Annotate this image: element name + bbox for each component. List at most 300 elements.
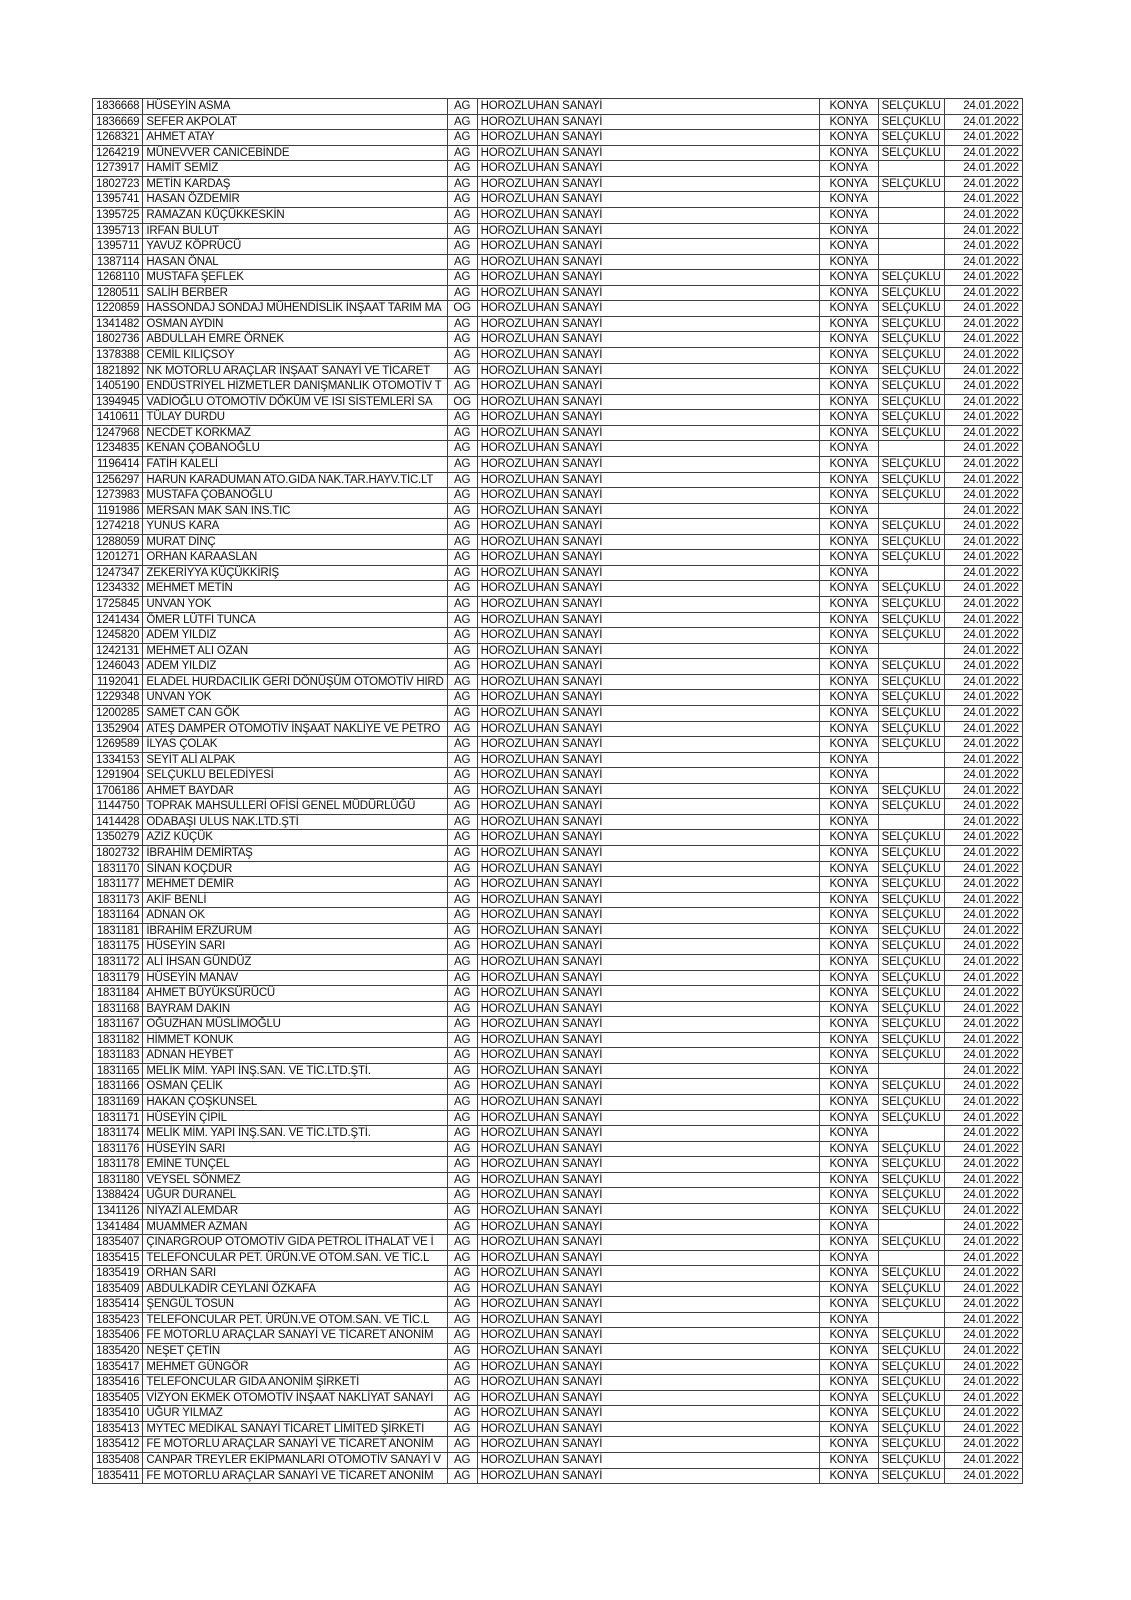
cell-zone: HOROZLUHAN SANAYİ [477, 99, 819, 115]
table-row [93, 1172, 1023, 1188]
cell-zone: HOROZLUHAN SANAYİ [477, 1390, 819, 1406]
cell-zone: HOROZLUHAN SANAYİ [477, 659, 819, 675]
cell-date: 24.01.2022 [944, 1063, 1022, 1079]
cell-district: SELÇUKLU [878, 379, 944, 395]
cell-city: KONYA [819, 301, 878, 317]
cell-zone: HOROZLUHAN SANAYİ [477, 1437, 819, 1453]
cell-id: 1341482 [93, 316, 143, 332]
cell-id: 1835420 [93, 1344, 143, 1360]
cell-city: KONYA [819, 752, 878, 768]
cell-name: FE MOTORLU ARAÇLAR SANAYİ VE TİCARET ANONİM [143, 1468, 447, 1484]
cell-id: 1836669 [93, 114, 143, 130]
cell-network_type: AG [447, 519, 477, 535]
cell-id: 1831170 [93, 861, 143, 877]
cell-network_type: AG [447, 130, 477, 146]
cell-name: NK MOTORLU ARAÇLAR İNŞAAT SANAYİ VE TİCARET [143, 363, 447, 379]
cell-id: 1831169 [93, 1095, 143, 1111]
cell-network_type: AG [447, 425, 477, 441]
cell-zone: HOROZLUHAN SANAYİ [477, 1266, 819, 1282]
cell-district: SELÇUKLU [878, 1359, 944, 1375]
cell-network_type: AG [447, 705, 477, 721]
cell-zone: HOROZLUHAN SANAYİ [477, 1250, 819, 1266]
cell-id: 1245820 [93, 628, 143, 644]
cell-date: 24.01.2022 [944, 908, 1022, 924]
cell-district: SELÇUKLU [878, 923, 944, 939]
table-row [93, 192, 1023, 208]
cell-date: 24.01.2022 [944, 799, 1022, 815]
cell-city: KONYA [819, 986, 878, 1002]
cell-city: KONYA [819, 783, 878, 799]
cell-id: 1234332 [93, 581, 143, 597]
table-row [93, 612, 1023, 628]
cell-id: 1802736 [93, 332, 143, 348]
cell-district: SELÇUKLU [878, 737, 944, 753]
cell-district: SELÇUKLU [878, 301, 944, 317]
table-row [93, 1250, 1023, 1266]
cell-city: KONYA [819, 285, 878, 301]
cell-zone: HOROZLUHAN SANAYİ [477, 565, 819, 581]
cell-district: SELÇUKLU [878, 1188, 944, 1204]
table-row [93, 1281, 1023, 1297]
cell-date: 24.01.2022 [944, 441, 1022, 457]
cell-district: SELÇUKLU [878, 1017, 944, 1033]
cell-name: OĞUZHAN MÜSLİMOĞLU [143, 1017, 447, 1033]
cell-id: 1247968 [93, 425, 143, 441]
cell-date: 24.01.2022 [944, 1375, 1022, 1391]
table-row [93, 130, 1023, 146]
cell-id: 1247347 [93, 565, 143, 581]
cell-id: 1831165 [93, 1063, 143, 1079]
table-row [93, 301, 1023, 317]
table-row [93, 1048, 1023, 1064]
cell-zone: HOROZLUHAN SANAYİ [477, 1079, 819, 1095]
cell-date: 24.01.2022 [944, 954, 1022, 970]
cell-network_type: AG [447, 1141, 477, 1157]
cell-zone: HOROZLUHAN SANAYİ [477, 892, 819, 908]
table-row [93, 565, 1023, 581]
cell-zone: HOROZLUHAN SANAYİ [477, 550, 819, 566]
cell-district: SELÇUKLU [878, 908, 944, 924]
cell-date: 24.01.2022 [944, 674, 1022, 690]
cell-district: SELÇUKLU [878, 534, 944, 550]
cell-network_type: AG [447, 690, 477, 706]
cell-network_type: OG [447, 301, 477, 317]
cell-city: KONYA [819, 1141, 878, 1157]
cell-name: HİMMET KONUK [143, 1032, 447, 1048]
cell-date: 24.01.2022 [944, 285, 1022, 301]
cell-name: UNVAN YOK [143, 690, 447, 706]
cell-date: 24.01.2022 [944, 488, 1022, 504]
cell-name: ATEŞ DAMPER OTOMOTİV İNŞAAT NAKLİYE VE PETRO [143, 721, 447, 737]
cell-id: 1831184 [93, 986, 143, 1002]
cell-zone: HOROZLUHAN SANAYİ [477, 939, 819, 955]
cell-city: KONYA [819, 1452, 878, 1468]
cell-name: VEYSEL SÖNMEZ [143, 1172, 447, 1188]
cell-zone: HOROZLUHAN SANAYİ [477, 1126, 819, 1142]
table-row [93, 379, 1023, 395]
cell-id: 1831164 [93, 908, 143, 924]
table-row [93, 114, 1023, 130]
cell-date: 24.01.2022 [944, 550, 1022, 566]
table-row [93, 207, 1023, 223]
cell-network_type: AG [447, 192, 477, 208]
cell-network_type: AG [447, 1095, 477, 1111]
cell-name: BAYRAM DAKIN [143, 1001, 447, 1017]
table-row [93, 1406, 1023, 1422]
cell-city: KONYA [819, 1110, 878, 1126]
cell-city: KONYA [819, 270, 878, 286]
cell-date: 24.01.2022 [944, 1017, 1022, 1033]
table-row [93, 99, 1023, 115]
cell-name: ZEKERİYYA KÜÇÜKKİRİŞ [143, 565, 447, 581]
cell-id: 1341484 [93, 1219, 143, 1235]
cell-zone: HOROZLUHAN SANAYİ [477, 285, 819, 301]
cell-zone: HOROZLUHAN SANAYİ [477, 114, 819, 130]
cell-network_type: AG [447, 908, 477, 924]
cell-zone: HOROZLUHAN SANAYİ [477, 1219, 819, 1235]
table-row [93, 550, 1023, 566]
cell-zone: HOROZLUHAN SANAYİ [477, 192, 819, 208]
cell-zone: HOROZLUHAN SANAYİ [477, 799, 819, 815]
cell-name: FE MOTORLU ARAÇLAR SANAYİ VE TİCARET ANONİM [143, 1437, 447, 1453]
cell-id: 1395713 [93, 223, 143, 239]
cell-name: AKİF BENLİ [143, 892, 447, 908]
cell-city: KONYA [819, 877, 878, 893]
table-row [93, 1452, 1023, 1468]
cell-date: 24.01.2022 [944, 207, 1022, 223]
cell-zone: HOROZLUHAN SANAYİ [477, 1421, 819, 1437]
cell-date: 24.01.2022 [944, 99, 1022, 115]
cell-name: EMİNE TUNÇEL [143, 1157, 447, 1173]
cell-city: KONYA [819, 1157, 878, 1173]
cell-city: KONYA [819, 1063, 878, 1079]
cell-date: 24.01.2022 [944, 939, 1022, 955]
cell-name: ŞENGÜL TOSUN [143, 1297, 447, 1313]
cell-id: 1835413 [93, 1421, 143, 1437]
cell-district [878, 192, 944, 208]
cell-date: 24.01.2022 [944, 1235, 1022, 1251]
cell-district: SELÇUKLU [878, 986, 944, 1002]
cell-city: KONYA [819, 472, 878, 488]
cell-name: HÜSEYİN MANAV [143, 970, 447, 986]
cell-name: UĞUR DURANEL [143, 1188, 447, 1204]
cell-city: KONYA [819, 705, 878, 721]
cell-city: KONYA [819, 1437, 878, 1453]
cell-zone: HOROZLUHAN SANAYİ [477, 1281, 819, 1297]
cell-district: SELÇUKLU [878, 830, 944, 846]
cell-date: 24.01.2022 [944, 472, 1022, 488]
cell-id: 1387114 [93, 254, 143, 270]
cell-date: 24.01.2022 [944, 1359, 1022, 1375]
cell-id: 1831178 [93, 1157, 143, 1173]
cell-name: AHMET ATAY [143, 130, 447, 146]
cell-zone: HOROZLUHAN SANAYİ [477, 534, 819, 550]
cell-city: KONYA [819, 597, 878, 613]
cell-district: SELÇUKLU [878, 410, 944, 426]
cell-id: 1831181 [93, 923, 143, 939]
cell-network_type: AG [447, 565, 477, 581]
cell-name: ABDULLAH EMRE ÖRNEK [143, 332, 447, 348]
table-row [93, 363, 1023, 379]
cell-id: 1394945 [93, 394, 143, 410]
cell-zone: HOROZLUHAN SANAYİ [477, 425, 819, 441]
cell-zone: HOROZLUHAN SANAYİ [477, 628, 819, 644]
cell-date: 24.01.2022 [944, 1126, 1022, 1142]
cell-city: KONYA [819, 612, 878, 628]
cell-zone: HOROZLUHAN SANAYİ [477, 986, 819, 1002]
cell-zone: HOROZLUHAN SANAYİ [477, 1095, 819, 1111]
cell-date: 24.01.2022 [944, 861, 1022, 877]
cell-district: SELÇUKLU [878, 456, 944, 472]
cell-date: 24.01.2022 [944, 1110, 1022, 1126]
cell-network_type: AG [447, 1266, 477, 1282]
cell-district: SELÇUKLU [878, 1390, 944, 1406]
cell-date: 24.01.2022 [944, 892, 1022, 908]
table-row [93, 145, 1023, 161]
cell-district: SELÇUKLU [878, 1110, 944, 1126]
cell-district [878, 1126, 944, 1142]
cell-city: KONYA [819, 1468, 878, 1484]
cell-zone: HOROZLUHAN SANAYİ [477, 1344, 819, 1360]
table-row [93, 1297, 1023, 1313]
cell-id: 1831171 [93, 1110, 143, 1126]
cell-name: NİYAZİ ALEMDAR [143, 1203, 447, 1219]
cell-date: 24.01.2022 [944, 1406, 1022, 1422]
cell-district: SELÇUKLU [878, 892, 944, 908]
cell-district: SELÇUKLU [878, 488, 944, 504]
cell-network_type: AG [447, 783, 477, 799]
cell-id: 1835409 [93, 1281, 143, 1297]
cell-city: KONYA [819, 1250, 878, 1266]
cell-network_type: AG [447, 1032, 477, 1048]
cell-name: ALİ İHSAN GÜNDÜZ [143, 954, 447, 970]
cell-name: UĞUR YILMAZ [143, 1406, 447, 1422]
cell-name: VADİOĞLU OTOMOTİV DÖKÜM VE ISI SİSTEMLERİ SA [143, 394, 447, 410]
cell-zone: HOROZLUHAN SANAYİ [477, 1203, 819, 1219]
cell-name: IRFAN BULUT [143, 223, 447, 239]
cell-id: 1835405 [93, 1390, 143, 1406]
cell-network_type: AG [447, 752, 477, 768]
cell-zone: HOROZLUHAN SANAYİ [477, 1188, 819, 1204]
table-row [93, 705, 1023, 721]
cell-city: KONYA [819, 1375, 878, 1391]
table-row [93, 986, 1023, 1002]
document-page [92, 98, 1023, 1484]
table-row [93, 1375, 1023, 1391]
table-row [93, 1344, 1023, 1360]
cell-name: TELEFONCULAR GIDA ANONİM ŞİRKETİ [143, 1375, 447, 1391]
cell-name: YAVUZ KÖPRÜCÜ [143, 239, 447, 255]
table-row [93, 892, 1023, 908]
cell-name: AHMET BAYDAR [143, 783, 447, 799]
cell-zone: HOROZLUHAN SANAYİ [477, 861, 819, 877]
table-row [93, 581, 1023, 597]
cell-network_type: AG [447, 846, 477, 862]
cell-city: KONYA [819, 394, 878, 410]
cell-id: 1831180 [93, 1172, 143, 1188]
cell-zone: HOROZLUHAN SANAYİ [477, 379, 819, 395]
table-row [93, 1390, 1023, 1406]
cell-city: KONYA [819, 830, 878, 846]
cell-district: SELÇUKLU [878, 145, 944, 161]
table-row [93, 659, 1023, 675]
cell-id: 1414428 [93, 814, 143, 830]
cell-id: 1191986 [93, 503, 143, 519]
table-row [93, 814, 1023, 830]
cell-city: KONYA [819, 1421, 878, 1437]
cell-network_type: AG [447, 768, 477, 784]
cell-date: 24.01.2022 [944, 410, 1022, 426]
cell-city: KONYA [819, 1312, 878, 1328]
cell-network_type: AG [447, 861, 477, 877]
cell-city: KONYA [819, 1017, 878, 1033]
cell-zone: HOROZLUHAN SANAYİ [477, 1406, 819, 1422]
cell-district: SELÇUKLU [878, 721, 944, 737]
table-row [93, 1188, 1023, 1204]
cell-network_type: AG [447, 114, 477, 130]
table-row [93, 908, 1023, 924]
cell-network_type: AG [447, 721, 477, 737]
table-row [93, 1266, 1023, 1282]
table-row [93, 1126, 1023, 1142]
cell-network_type: AG [447, 612, 477, 628]
cell-city: KONYA [819, 130, 878, 146]
cell-zone: HOROZLUHAN SANAYİ [477, 814, 819, 830]
table-row [93, 799, 1023, 815]
cell-district: SELÇUKLU [878, 690, 944, 706]
cell-date: 24.01.2022 [944, 1203, 1022, 1219]
cell-id: 1835423 [93, 1312, 143, 1328]
cell-name: MEHMET ALI OZAN [143, 643, 447, 659]
cell-zone: HOROZLUHAN SANAYİ [477, 161, 819, 177]
cell-city: KONYA [819, 519, 878, 535]
cell-city: KONYA [819, 410, 878, 426]
table-row [93, 534, 1023, 550]
table-row [93, 877, 1023, 893]
cell-id: 1334153 [93, 752, 143, 768]
cell-id: 1350279 [93, 830, 143, 846]
cell-date: 24.01.2022 [944, 1079, 1022, 1095]
cell-id: 1234835 [93, 441, 143, 457]
cell-date: 24.01.2022 [944, 1188, 1022, 1204]
table-row [93, 161, 1023, 177]
cell-zone: HOROZLUHAN SANAYİ [477, 970, 819, 986]
cell-network_type: AG [447, 456, 477, 472]
cell-city: KONYA [819, 970, 878, 986]
cell-name: SAMET CAN GÖK [143, 705, 447, 721]
table-row [93, 1141, 1023, 1157]
cell-name: HARUN KARADUMAN ATO.GIDA NAK.TAR.HAYV.TİC.LT [143, 472, 447, 488]
cell-id: 1706186 [93, 783, 143, 799]
cell-date: 24.01.2022 [944, 348, 1022, 364]
cell-city: KONYA [819, 737, 878, 753]
cell-district [878, 207, 944, 223]
cell-zone: HOROZLUHAN SANAYİ [477, 519, 819, 535]
cell-city: KONYA [819, 176, 878, 192]
cell-date: 24.01.2022 [944, 783, 1022, 799]
table-row [93, 1235, 1023, 1251]
cell-zone: HOROZLUHAN SANAYİ [477, 1328, 819, 1344]
cell-name: MUSTAFA ÇOBANOĞLU [143, 488, 447, 504]
cell-date: 24.01.2022 [944, 145, 1022, 161]
cell-name: ÇINARGROUP OTOMOTİV GIDA PETROL İTHALAT VE İ [143, 1235, 447, 1251]
table-row [93, 939, 1023, 955]
cell-zone: HOROZLUHAN SANAYİ [477, 1110, 819, 1126]
cell-name: HASAN ÖZDEMİR [143, 192, 447, 208]
cell-district: SELÇUKLU [878, 394, 944, 410]
cell-id: 1835419 [93, 1266, 143, 1282]
cell-district: SELÇUKLU [878, 705, 944, 721]
cell-zone: HOROZLUHAN SANAYİ [477, 1297, 819, 1313]
table-row [93, 410, 1023, 426]
cell-date: 24.01.2022 [944, 1390, 1022, 1406]
table-row [93, 768, 1023, 784]
cell-zone: HOROZLUHAN SANAYİ [477, 721, 819, 737]
table-row [93, 643, 1023, 659]
cell-date: 24.01.2022 [944, 223, 1022, 239]
cell-city: KONYA [819, 923, 878, 939]
cell-name: MUAMMER AZMAN [143, 1219, 447, 1235]
cell-network_type: OG [447, 394, 477, 410]
table-row [93, 223, 1023, 239]
cell-zone: HOROZLUHAN SANAYİ [477, 737, 819, 753]
cell-date: 24.01.2022 [944, 270, 1022, 286]
cell-network_type: AG [447, 643, 477, 659]
cell-id: 1831175 [93, 939, 143, 955]
cell-id: 1242131 [93, 643, 143, 659]
cell-date: 24.01.2022 [944, 612, 1022, 628]
table-row [93, 1328, 1023, 1344]
cell-district: SELÇUKLU [878, 472, 944, 488]
cell-date: 24.01.2022 [944, 643, 1022, 659]
cell-zone: HOROZLUHAN SANAYİ [477, 441, 819, 457]
cell-district: SELÇUKLU [878, 550, 944, 566]
cell-city: KONYA [819, 379, 878, 395]
cell-district: SELÇUKLU [878, 612, 944, 628]
cell-zone: HOROZLUHAN SANAYİ [477, 503, 819, 519]
cell-network_type: AG [447, 1359, 477, 1375]
cell-district: SELÇUKLU [878, 1406, 944, 1422]
cell-date: 24.01.2022 [944, 597, 1022, 613]
cell-date: 24.01.2022 [944, 1281, 1022, 1297]
cell-city: KONYA [819, 239, 878, 255]
cell-name: MUSTAFA ŞEFLEK [143, 270, 447, 286]
cell-date: 24.01.2022 [944, 1344, 1022, 1360]
cell-id: 1410611 [93, 410, 143, 426]
cell-name: MERSAN MAK SAN INS.TIC [143, 503, 447, 519]
cell-network_type: AG [447, 877, 477, 893]
cell-zone: HOROZLUHAN SANAYİ [477, 1172, 819, 1188]
cell-name: MÜNEVVER CANICEBİNDE [143, 145, 447, 161]
cell-city: KONYA [819, 954, 878, 970]
cell-name: TELEFONCULAR PET. ÜRÜN.VE OTOM.SAN. VE TİC.L [143, 1250, 447, 1266]
cell-district: SELÇUKLU [878, 939, 944, 955]
cell-network_type: AG [447, 986, 477, 1002]
table-row [93, 1359, 1023, 1375]
cell-date: 24.01.2022 [944, 1266, 1022, 1282]
cell-city: KONYA [819, 441, 878, 457]
cell-city: KONYA [819, 161, 878, 177]
table-row [93, 254, 1023, 270]
cell-zone: HOROZLUHAN SANAYİ [477, 207, 819, 223]
cell-network_type: AG [447, 316, 477, 332]
cell-city: KONYA [819, 1297, 878, 1313]
cell-name: CANPAR TREYLER EKİPMANLARI OTOMOTİV SANAYİ V [143, 1452, 447, 1468]
cell-id: 1835415 [93, 1250, 143, 1266]
cell-district: SELÇUKLU [878, 519, 944, 535]
cell-city: KONYA [819, 254, 878, 270]
cell-id: 1802723 [93, 176, 143, 192]
